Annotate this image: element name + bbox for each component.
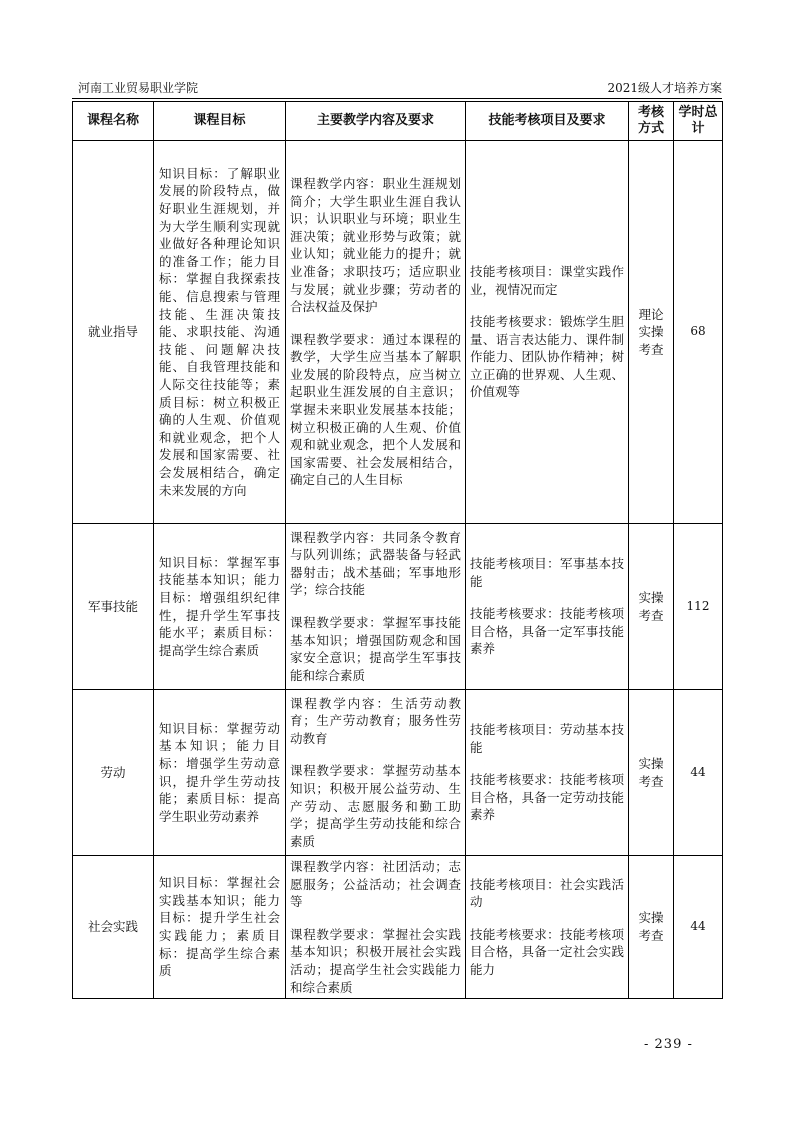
course-goal: 知识目标：掌握劳动基本知识；能力目标：增强学生劳动意识，提升学生劳动技能；素质目标：提高学生职业劳动素养 — [154, 690, 286, 856]
content-text: 课程教学内容：生活劳动教育；生产劳动教育；服务性劳动教育 — [290, 695, 461, 746]
teaching-content — [286, 524, 466, 690]
skill-assessment — [466, 524, 629, 690]
total-hours: 44 — [674, 690, 723, 856]
header-skill-assessment: 技能考核项目及要求 — [466, 102, 629, 141]
header-rule — [72, 98, 722, 99]
skill-assessment — [466, 141, 629, 524]
assessment-requirement: 技能考核要求：锻炼学生胆量、语言表达能力、课件制作能力、团队协作精神；树立正确的世界观、人生观、价值观等 — [470, 314, 624, 400]
header-total-hours: 学时总计 — [674, 102, 723, 141]
teaching-content — [286, 690, 466, 856]
content-text: 课程教学内容：共同条令教育与队列训练；武器装备与轻武器射击；战术基础；军事地形学；综合技能 — [290, 529, 461, 598]
assessment-method: 实操考查 — [629, 856, 674, 999]
total-hours: 68 — [674, 141, 723, 524]
assessment-requirement: 技能考核要求：技能考核项目合格，具备一定劳动技能素养 — [470, 772, 624, 823]
document-title: 2021级人才培养方案 — [607, 81, 722, 95]
total-hours: 44 — [674, 856, 723, 999]
table-row — [73, 690, 723, 856]
skill-assessment — [466, 690, 629, 856]
course-name: 军事技能 — [73, 524, 154, 690]
table-row — [73, 524, 723, 690]
requirement-text: 课程教学要求：通过本课程的教学，大学生应当基本了解职业发展的阶段特点，应当树立起职业生涯发展的自主意识；掌握未来职业发展基本技能；树立积极正确的人生观、价值观和就业观念，把个人发展和国家需要、社会发展相结合，确定自己的人生目标 — [290, 331, 461, 488]
total-hours: 112 — [674, 524, 723, 690]
course-name: 就业指导 — [73, 141, 154, 524]
assessment-item: 技能考核项目：社会实践活动 — [470, 876, 624, 910]
assessment-item: 技能考核项目：课堂实践作业，视情况而定 — [470, 263, 624, 297]
course-name: 劳动 — [73, 690, 154, 856]
skill-assessment — [466, 856, 629, 999]
teaching-content — [286, 856, 466, 999]
header-course-name: 课程名称 — [73, 102, 154, 141]
course-goal: 知识目标：掌握社会实践基本知识；能力目标：提升学生社会实践能力；素质目标：提高学生综合素质 — [154, 856, 286, 999]
requirement-text: 课程教学要求：掌握劳动基本知识；积极开展公益劳动、生产劳动、志愿服务和勤工助学；提高学生劳动技能和综合素质 — [290, 763, 461, 849]
table-header-row — [73, 102, 723, 141]
assessment-item: 技能考核项目：军事基本技能 — [470, 556, 624, 589]
teaching-content — [286, 141, 466, 524]
assessment-requirement: 技能考核要求：技能考核项目合格，具备一定社会实践能力 — [470, 926, 624, 977]
content-text: 课程教学内容：社团活动；志愿服务；公益活动；社会调查等 — [290, 859, 461, 910]
assessment-item: 技能考核项目：劳动基本技能 — [470, 722, 624, 755]
content-text: 课程教学内容：职业生涯规划简介；大学生职业生涯自我认识；认识职业与环境；职业生涯决策；就业形势与政策；就业认知；就业能力的提升；就业准备；求职技巧；适应职业与发展；就业步骤；劳动者的合法权益及保护 — [290, 175, 461, 315]
page-header — [72, 79, 722, 97]
course-name: 社会实践 — [73, 856, 154, 999]
assessment-method: 实操考查 — [629, 690, 674, 856]
assessment-method: 理论实操考查 — [629, 141, 674, 524]
header-assessment-method: 考核方式 — [629, 102, 674, 141]
table-row — [73, 141, 723, 524]
assessment-method: 实操考查 — [629, 524, 674, 690]
requirement-text: 课程教学要求：掌握社会实践基本知识；积极开展社会实践活动；提高学生社会实践能力和综合素质 — [290, 926, 461, 995]
header-teaching-content: 主要教学内容及要求 — [286, 102, 466, 141]
course-table — [72, 101, 723, 999]
course-goal: 知识目标：了解职业发展的阶段特点，做好职业生涯规划，并为大学生顺利实现就业做好各种理论知识的准备工作；能力目标：掌握自我探索技能、信息搜索与管理技能、生涯决策技能、求职技能、沟通技能、问题解决技能、自我管理技能和人际交往技能等；素质目标：树立积极正确的人生观、价值观和就业观念，把个人发展和国家需要、社会发展相结合，确定未来发展的方向 — [154, 141, 286, 524]
school-name: 河南工业贸易职业学院 — [78, 81, 199, 95]
page-number: - 239 - — [644, 1037, 693, 1052]
assessment-requirement: 技能考核要求：技能考核项目合格，具备一定军事技能素养 — [470, 606, 624, 657]
header-course-goal: 课程目标 — [154, 102, 286, 141]
course-goal: 知识目标：掌握军事技能基本知识；能力目标：增强组织纪律性，提升学生军事技能水平；素质目标：提高学生综合素质 — [154, 524, 286, 690]
requirement-text: 课程教学要求：掌握军事技能基本知识；增强国防观念和国家安全意识；提高学生军事技能和综合素质 — [290, 615, 461, 683]
table-row — [73, 856, 723, 999]
